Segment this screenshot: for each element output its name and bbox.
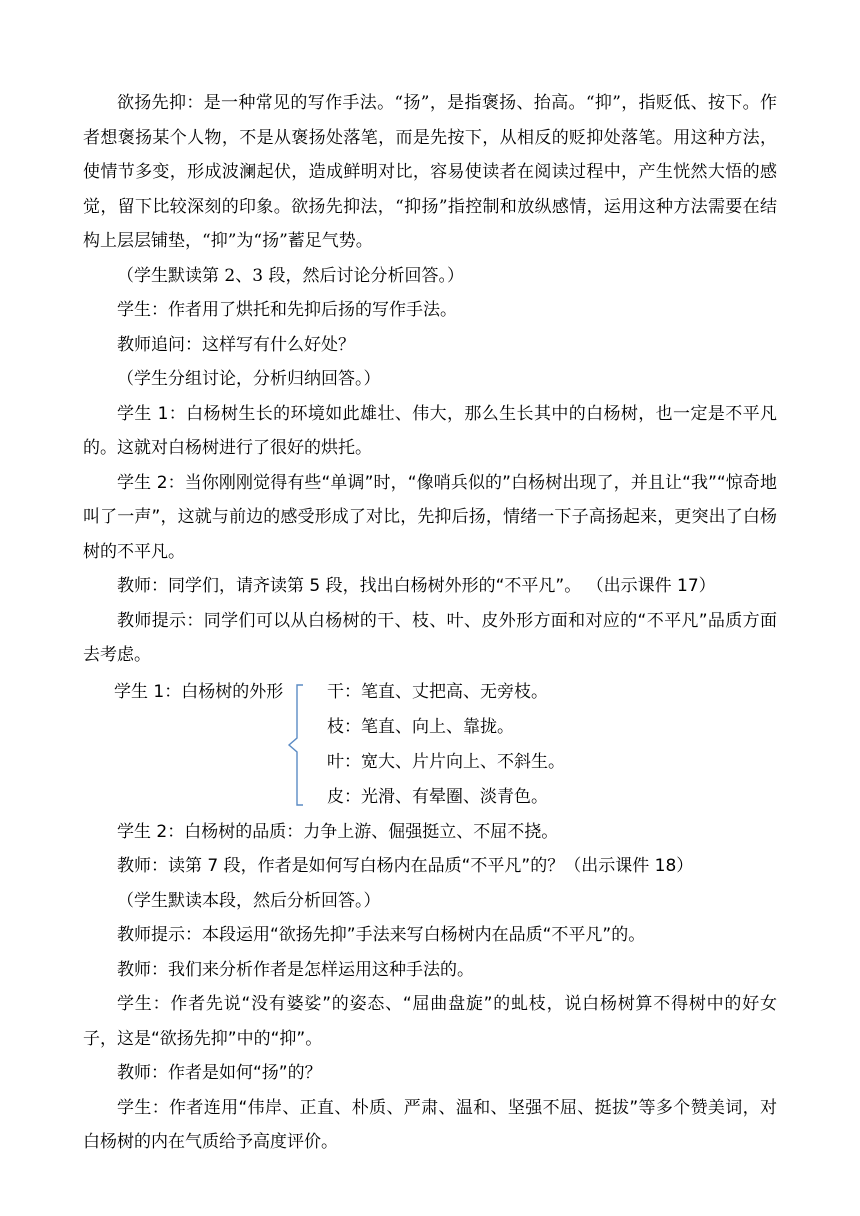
paragraph-student-answer: 学生：作者用了烘托和先抑后扬的写作手法。 [117, 300, 457, 320]
paragraph-teacher-read7: 教师：读第 7 段，作者是如何写白杨内在品质“不平凡”的？（出示课件 18） [117, 856, 694, 876]
structure-item-leaf: 叶：宽大、片片向上、不斜生。 [327, 751, 565, 772]
structure-item-bark: 皮：光滑、有晕圈、淡青色。 [327, 786, 548, 807]
appearance-structure [83, 675, 777, 815]
paragraph-silent-reading: （学生默读本段，然后分析回答。） [117, 890, 381, 911]
paragraph-student2-answer: 学生 2：当你刚刚觉得有些“单调”时，“像哨兵似的”白杨树出现了，并且让“我”“惊奇地叫了一声”，这就与前边的感受形成了对比，先抑后扬，情绪一下子高扬起来，更突出了白杨树的不平凡。 [83, 472, 777, 562]
structure-lead: 学生 1：白杨树的外形 [114, 681, 284, 702]
paragraph-teacher-raise: 教师：作者是如何“扬”的？ [117, 1063, 322, 1083]
document-body [83, 86, 777, 1160]
paragraph-teacher-hint: 教师提示：同学们可以从白杨树的干、枝、叶、皮外形方面和对应的“不平凡”品质方面去考虑。 [83, 610, 777, 665]
paragraph-quality: 学生 2：白杨树的品质：力争上游、倔强挺立、不屈不挠。 [117, 821, 559, 842]
paragraph-group-discussion: （学生分组讨论，分析归纳回答。） [117, 369, 381, 389]
paragraph-definition: 欲扬先抑：是一种常见的写作手法。“扬”，是指褒扬、抬高。“抑”，指贬低、按下。作者想褒扬某个人物，不是从褒扬处落笔，而是先按下，从相反的贬抑处落笔。用这种方法，使情节多变，形成波澜起伏，造成鲜明对比，容易使读者在阅读过程中，产生恍然大悟的感觉，留下比较深刻的印象。欲扬先抑法，“抑扬”指控制和放纵感情，运用这种方法需要在结构上层层铺垫，“抑”为“扬”蓄足气势。 [83, 93, 777, 251]
brace-icon [283, 683, 305, 807]
structure-item-branch: 枝：笔直、向上、靠拢。 [327, 716, 514, 737]
paragraph-teacher-read: 教师：同学们，请齐读第 5 段，找出白杨树外形的“不平凡”。 （出示课件 17） [117, 576, 716, 596]
paragraph-student1-answer: 学生 1：白杨树生长的环境如此雄壮、伟大，那么生长其中的白杨树，也一定是不平凡的。这就对白杨树进行了很好的烘托。 [83, 403, 777, 458]
paragraph-teacher-hint2: 教师提示：本段运用“欲扬先抑”手法来写白杨树内在品质“不平凡”的。 [117, 925, 646, 945]
paragraph-teacher-analyze: 教师：我们来分析作者是怎样运用这种手法的。 [117, 959, 474, 980]
paragraph-student-suppress: 学生：作者先说“没有婆娑”的姿态、“屈曲盘旋”的虬枝，说白杨树算不得树中的好女子，这是“欲扬先抑”中的“抑”。 [83, 994, 777, 1049]
paragraph-instruction: （学生默读第 2、3 段，然后讨论分析回答。） [117, 265, 464, 286]
paragraph-teacher-question: 教师追问：这样写有什么好处？ [117, 334, 355, 355]
structure-item-trunk: 干：笔直、丈把高、无旁枝。 [327, 681, 548, 702]
paragraph-student-praise: 学生：作者连用“伟岸、正直、朴质、严肃、温和、坚强不屈、挺拔”等多个赞美词，对白杨树的内在气质给予高度评价。 [83, 1097, 777, 1152]
